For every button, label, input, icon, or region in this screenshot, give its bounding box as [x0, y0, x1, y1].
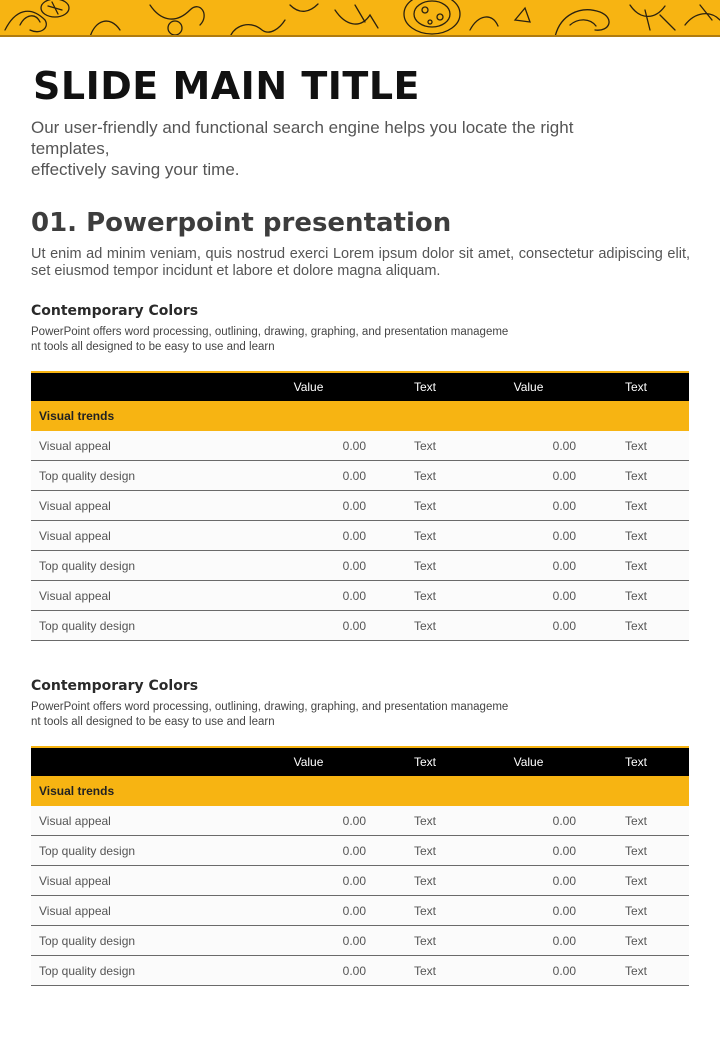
table-row [31, 611, 689, 641]
cell-text: Text [414, 964, 437, 978]
cell-text: Text [414, 904, 437, 918]
row-label: Visual appeal [39, 904, 111, 918]
cell-value: 0.00 [342, 589, 366, 603]
block-description [31, 325, 571, 355]
row-label: Top quality design [39, 469, 136, 483]
table-row [31, 521, 689, 551]
row-label: Visual appeal [39, 874, 111, 888]
cell-text: Text [625, 619, 648, 633]
cell-value: 0.00 [552, 589, 576, 603]
cell-text: Text [625, 934, 648, 948]
data-table [31, 371, 689, 641]
section-heading: 01. Powerpoint presentation [31, 208, 452, 238]
subtitle-line: effectively saving your time. [31, 160, 240, 179]
cell-text: Text [414, 469, 437, 483]
cell-value: 0.00 [552, 874, 576, 888]
floral-doodle-decoration [0, 0, 720, 37]
row-label: Top quality design [39, 559, 136, 573]
table-row [31, 836, 689, 866]
cell-text: Text [414, 814, 437, 828]
column-header: Value [293, 380, 324, 394]
cell-value: 0.00 [552, 529, 576, 543]
table-header-row [31, 746, 689, 776]
cell-value: 0.00 [342, 964, 366, 978]
cell-text: Text [414, 619, 437, 633]
cell-value: 0.00 [342, 619, 366, 633]
cell-value: 0.00 [342, 499, 366, 513]
cell-text: Text [625, 559, 648, 573]
table-group-row [31, 401, 689, 431]
cell-text: Text [625, 529, 648, 543]
cell-value: 0.00 [342, 814, 366, 828]
column-header: Text [625, 380, 648, 394]
cell-value: 0.00 [552, 844, 576, 858]
cell-value: 0.00 [552, 469, 576, 483]
table-group-row [31, 776, 689, 806]
cell-value: 0.00 [552, 439, 576, 453]
row-label: Visual appeal [39, 499, 111, 513]
cell-text: Text [625, 439, 648, 453]
cell-value: 0.00 [342, 559, 366, 573]
row-label: Visual appeal [39, 529, 111, 543]
block-description-line: nt tools all designed to be easy to use and learn [31, 716, 275, 728]
table-row [31, 866, 689, 896]
row-label: Top quality design [39, 619, 136, 633]
table-row [31, 581, 689, 611]
column-header: Text [414, 755, 437, 769]
cell-text: Text [625, 589, 648, 603]
subtitle-line: Our user-friendly and functional search engine helps you locate the right [31, 118, 574, 137]
column-header: Value [513, 755, 544, 769]
slide-subtitle [31, 117, 671, 180]
row-label: Top quality design [39, 934, 136, 948]
row-label: Visual appeal [39, 814, 111, 828]
group-label: Visual trends [39, 409, 115, 423]
row-label: Visual appeal [39, 439, 111, 453]
cell-value: 0.00 [552, 559, 576, 573]
column-header: Text [414, 380, 437, 394]
cell-text: Text [625, 814, 648, 828]
table-row [31, 461, 689, 491]
block-heading: Contemporary Colors [31, 678, 199, 694]
block-description [31, 700, 571, 730]
cell-text: Text [414, 589, 437, 603]
cell-text: Text [414, 439, 437, 453]
column-header: Value [513, 380, 544, 394]
cell-value: 0.00 [552, 619, 576, 633]
cell-value: 0.00 [342, 874, 366, 888]
group-label: Visual trends [39, 784, 115, 798]
cell-text: Text [414, 874, 437, 888]
cell-value: 0.00 [552, 934, 576, 948]
table-row [31, 551, 689, 581]
cell-text: Text [625, 964, 648, 978]
subtitle-line: templates, [31, 139, 110, 158]
table-row [31, 956, 689, 986]
row-label: Visual appeal [39, 589, 111, 603]
cell-value: 0.00 [552, 964, 576, 978]
cell-value: 0.00 [342, 904, 366, 918]
cell-text: Text [625, 904, 648, 918]
column-header: Value [293, 755, 324, 769]
column-header: Text [625, 755, 648, 769]
header-banner [0, 0, 720, 37]
section-body-text: Ut enim ad minim veniam, quis nostrud exerci Lorem ipsum dolor sit amet, consectetur adipiscing elit, set eiusmod tempor incidunt et labore et dolore magna aliquam. [31, 246, 690, 279]
table-row [31, 926, 689, 956]
cell-text: Text [414, 844, 437, 858]
cell-text: Text [625, 499, 648, 513]
cell-value: 0.00 [342, 529, 366, 543]
cell-value: 0.00 [342, 844, 366, 858]
cell-value: 0.00 [342, 439, 366, 453]
cell-text: Text [625, 844, 648, 858]
table-row [31, 431, 689, 461]
table-header-row [31, 371, 689, 401]
cell-text: Text [414, 934, 437, 948]
block-description-line: PowerPoint offers word processing, outlining, drawing, graphing, and presentation manageme [31, 701, 509, 713]
cell-text: Text [414, 529, 437, 543]
cell-text: Text [414, 499, 437, 513]
cell-value: 0.00 [552, 904, 576, 918]
cell-value: 0.00 [552, 499, 576, 513]
cell-text: Text [625, 874, 648, 888]
table-row [31, 806, 689, 836]
cell-value: 0.00 [552, 814, 576, 828]
cell-value: 0.00 [342, 469, 366, 483]
slide-main-title: SLIDE MAIN TITLE [33, 64, 420, 108]
data-table [31, 746, 689, 986]
cell-text: Text [414, 559, 437, 573]
row-label: Top quality design [39, 964, 136, 978]
cell-text: Text [625, 469, 648, 483]
block-description-line: nt tools all designed to be easy to use and learn [31, 341, 275, 353]
block-description-line: PowerPoint offers word processing, outlining, drawing, graphing, and presentation manageme [31, 326, 509, 338]
row-label: Top quality design [39, 844, 136, 858]
table-row [31, 896, 689, 926]
block-heading: Contemporary Colors [31, 303, 199, 319]
table-row [31, 491, 689, 521]
cell-value: 0.00 [342, 934, 366, 948]
